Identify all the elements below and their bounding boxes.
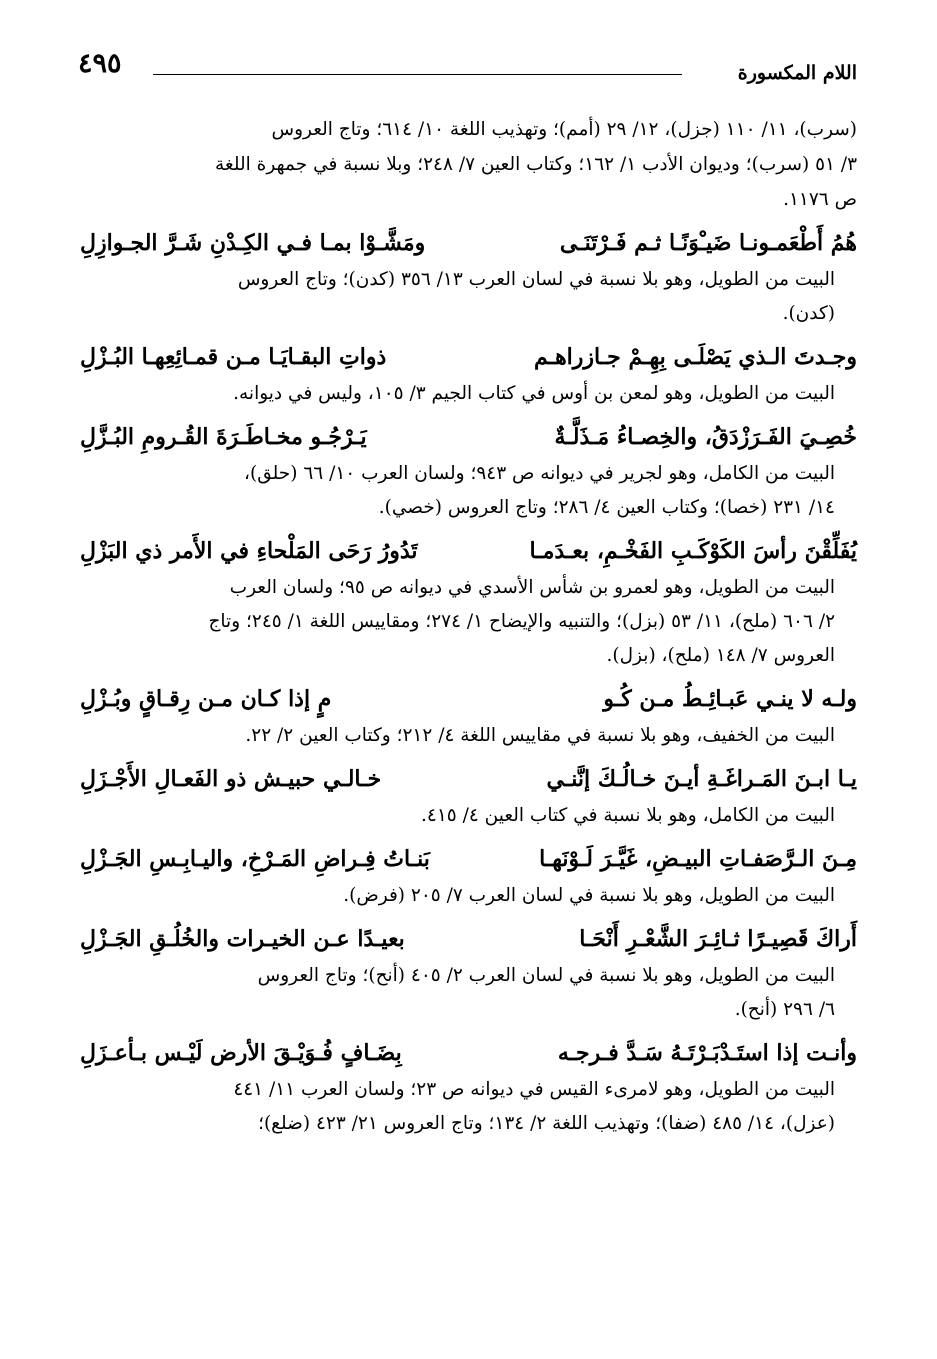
second-hemistich: بعيـدًا عـن الخيـرات والخُلُـقِ الجَـزْلِ: [80, 926, 405, 952]
verse-entry: [80, 417, 857, 525]
verse-note: [80, 879, 835, 913]
note-line: (كدن).: [782, 303, 835, 324]
first-hemistich: يـا ابـنَ المَـراغَـةِ أيـنَ خـالُـكَ إنَّنـي: [546, 766, 857, 792]
verse-entry: [80, 1033, 857, 1141]
first-hemistich: وأنـت إذا استَـدْبَـرْتَـهُ سَـدَّ فـرجـه: [557, 1040, 857, 1066]
verse-entry: [80, 337, 857, 411]
second-hemistich: ذواتِ البقـايَـا مـن قمـائِعِهـا البُـزْلِ: [80, 344, 387, 370]
verse-note: [80, 799, 835, 833]
header-rule: [153, 74, 682, 75]
verse-line: [80, 839, 857, 879]
first-hemistich: خُصِـيَ الفَـرَزْدَقُ، والخِصـاءُ مَـذَلَّـةٌ: [554, 424, 857, 450]
first-hemistich: أَراكَ قَصِيـرًا ثـائِـرَ الشَّعْـرِ أَنْحَـا: [579, 926, 857, 952]
second-hemistich: مٍ إذا كـان مـن رِقـاقٍ وبُـزْلِ: [80, 686, 332, 712]
verse-entry: [80, 759, 857, 833]
second-hemistich: تَدُورُ رَحَى المَلْحاءِ في الأَمر ذي البَزْلِ: [80, 538, 418, 564]
verse-note: [80, 571, 835, 673]
second-hemistich: يَـرْجُـو مخـاطَـرَةَ القُـرومِ البُـزَّلِ: [80, 424, 367, 450]
note-line: البيت من الكامل، وهو لجرير في ديوانه ص ٩٤٣؛ ولسان العرب ١٠/ ٦٦ (حلق)،: [244, 463, 835, 484]
first-hemistich: يُفَلِّقْنَ رأسَ الكَوْكَـبِ الفَخْـمِ، بعـدَمـا: [529, 538, 857, 564]
second-hemistich: ومَشَّـوْا بمـا فـي الكِـدْنِ شَـرَّ الجـوازِلِ: [80, 230, 426, 256]
verse-line: [80, 919, 857, 959]
verse-note: [80, 263, 835, 331]
verse-entry: [80, 839, 857, 913]
note-line: البيت من الطويل، وهو لمعن بن أوس في كتاب الجيم ٣/ ١٠٥، وليس في ديوانه.: [233, 383, 835, 404]
verse-line: [80, 759, 857, 799]
verse-line: [80, 417, 857, 457]
note-line: البيت من الطويل، وهو لامرىء القيس في ديوانه ص ٢٣؛ ولسان العرب ١١/ ٤٤١: [233, 1079, 835, 1100]
note-line: البيت من الطويل، وهو بلا نسبة في لسان العرب ٢/ ٤٠٥ (أنح)؛ وتاج العروس: [257, 965, 835, 986]
verse-line: [80, 223, 857, 263]
note-line: البيت من الطويل، وهو بلا نسبة في لسان العرب ٧/ ٢٠٥ (فرض).: [343, 885, 835, 906]
page-content: [80, 112, 857, 1147]
verse-line: [80, 337, 857, 377]
second-hemistich: خـالـي حبيـش ذو الفَعـالِ الأَجْـزَلِ: [80, 766, 382, 792]
verse-note: [80, 377, 835, 411]
note-line: (عزل)، ١٤/ ٤٨٥ (ضفا)؛ وتهذيب اللغة ٢/ ١٣٤؛ وتاج العروس ٢١/ ٤٢٣ (ضلع)؛: [258, 1113, 835, 1134]
verse-entry: [80, 531, 857, 673]
second-hemistich: بَنـاتُ فِـراضِ المَـرْخِ، واليـابِـسِ الجَـزْلِ: [80, 846, 430, 872]
note-line: البيت من الكامل، وهو بلا نسبة في كتاب العين ٤/ ٤١٥.: [421, 805, 835, 826]
first-hemistich: هُمُ أَطْعَمـونـا ضَيـْوَنًـا ثـم فَـرْتَنَـى: [559, 230, 857, 256]
verse-note: [80, 457, 835, 525]
page-header: [78, 48, 857, 88]
verse-note: [80, 1073, 835, 1141]
verse-line: [80, 531, 857, 571]
note-line: ٣/ ٥١ (سرب)؛ وديوان الأدب ١/ ١٦٢؛ وكتاب العين ٧/ ٢٤٨؛ وبلا نسبة في جمهرة اللغة: [215, 154, 857, 175]
verse-entry: [80, 919, 857, 1027]
note-line: (سرب)، ١١/ ١١٠ (جزل)، ١٢/ ٢٩ (أمم)؛ وتهذيب اللغة ١٠/ ٦١٤؛ وتاج العروس: [271, 119, 857, 140]
verse-line: [80, 679, 857, 719]
note-line: العروس ٧/ ١٤٨ (ملح)، (بزل).: [606, 645, 835, 666]
note-line: البيت من الخفيف، وهو بلا نسبة في مقاييس اللغة ٤/ ٢١٢؛ وكتاب العين ٢/ ٢٢.: [245, 725, 835, 746]
verse-note: [80, 959, 835, 1027]
running-title: اللام المكسورة: [737, 62, 857, 84]
verse-entry: [80, 223, 857, 331]
note-line: ٢/ ٦٠٦ (ملح)، ١١/ ٥٣ (بزل)؛ والتنبيه والإيضاح ١/ ٢٧٤؛ ومقاييس اللغة ١/ ٢٤٥؛ وتاج: [208, 611, 835, 632]
note-line: البيت من الطويل، وهو بلا نسبة في لسان العرب ١٣/ ٣٥٦ (كدن)؛ وتاج العروس: [237, 269, 835, 290]
verse-entry: [80, 679, 857, 753]
verse-line: [80, 1033, 857, 1073]
note-line: البيت من الطويل، وهو لعمرو بن شأس الأسدي في ديوانه ص ٩٥؛ ولسان العرب: [229, 577, 835, 598]
second-hemistich: بِضَـافٍ فُـوَيْـقَ الأرض لَيْـس بـأعـزَلِ: [80, 1040, 402, 1066]
first-hemistich: مِـنَ الـرَّصَفـاتِ البيـضِ، غَيَّـرَ لَـوْنَهـا: [539, 846, 857, 872]
page-number: ٤٩٥: [78, 48, 122, 79]
note-line: ص ١١٧٦.: [783, 189, 857, 210]
note-line: ٦/ ٢٩٦ (أنح).: [734, 999, 835, 1020]
verse-note: [80, 719, 835, 753]
continued-note: [80, 112, 857, 217]
first-hemistich: وجـدتَ الـذي يَصْلَـى بِهِـمْ جـازراهـم: [533, 344, 857, 370]
first-hemistich: ولـه لا ينـي عَبـائِـطُ مـن كُـو: [603, 686, 857, 712]
note-line: ١٤/ ٢٣١ (خصا)؛ وكتاب العين ٤/ ٢٨٦؛ وتاج العروس (خصي).: [378, 497, 835, 518]
